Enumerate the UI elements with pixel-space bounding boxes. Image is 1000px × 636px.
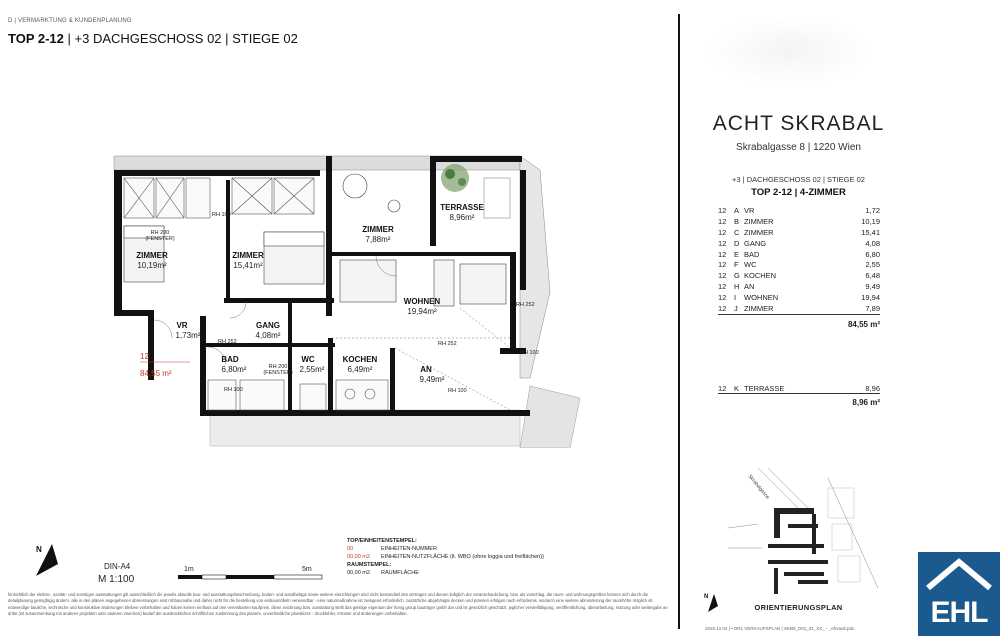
room-label-an: AN: [420, 365, 432, 374]
row-name: WOHNEN: [744, 293, 779, 303]
unit-title: TOP 2-12 | 4-ZIMMER: [751, 187, 846, 198]
row-letter: J: [734, 304, 738, 314]
height-label: (FENSTER): [263, 370, 293, 376]
row-top: 12: [718, 206, 727, 215]
row-area: 1,72: [865, 206, 880, 215]
height-label: RH 100: [224, 387, 243, 393]
room-area-zimmer-1: 10,19m²: [137, 261, 167, 270]
vertical-divider: [678, 14, 680, 629]
room-area-zimmer-3: 7,88m²: [365, 235, 391, 244]
stamp-row: [347, 545, 544, 553]
stamp-key: 00,00 m2: [347, 570, 370, 576]
room-label-terrasse: TERRASSE: [440, 203, 484, 212]
room-area-an: 9,49m²: [419, 375, 445, 384]
room-label-wohnen: WOHNEN: [403, 297, 441, 306]
row-area: 8,96: [865, 384, 880, 393]
street-name: Skrabalgasse: [746, 473, 771, 501]
wardrobe-middle: [232, 178, 314, 214]
wardrobe-left: [124, 178, 210, 218]
room-total: 84,55 m²: [847, 320, 880, 329]
floor-plan: [100, 148, 580, 448]
table-row: [718, 293, 880, 304]
project-logo-watermark: [710, 16, 870, 86]
table-row: [718, 282, 880, 293]
project-address: Skrabalgasse 8 | 1220 Wien: [736, 142, 861, 153]
row-top: 12: [718, 271, 727, 281]
outdoor-table: [718, 384, 880, 394]
unit-stamp-number: 12: [140, 352, 149, 361]
room-table: [718, 206, 880, 315]
stamp-key: 00,00 m2: [347, 554, 370, 560]
room-label-gang: GANG: [256, 321, 280, 330]
room-area-wc: 2,55m²: [299, 365, 325, 374]
small-room-furniture: [343, 174, 400, 212]
row-top: 12: [718, 304, 727, 314]
site-plan: [728, 468, 888, 598]
table-row: [718, 217, 880, 228]
heading-separator: |: [67, 31, 75, 46]
height-label: RH 200: [150, 230, 170, 236]
disclaimer-text: hinsichtlich der elektro-, sanitär- und sonstigen ausstattungen gilt ausschließlich die jeweils aktuelle bau- und ausstattungsbeschreibung. boden- und wandbeläge sowie weitere einrichtungen sind nicht bestandteil des vertrages und dienen lediglich der veranschaulichung. bzw. als vorschlag. die raum- und wohnungsgrößen können sich durch die detailplanung geringfügig ändern. alle in den plänen angegebenen abmessungen sind rohbaumaße und daher nicht für die bestellung von einbaumöbeln verwendbar - eine naturmaßnahme ist zwingend erforderlich. zusätzliche abgehängte decken und poterien erfolgen nach erfordernis. wodurch eine weitere abminderung der raumhöhe möglich ist. notwendige bauliche, technische und konstruktive änderungen bleiben vorbehalten und haben keinen einfluss auf den vereinbarten kaufpreis. diese zeichnung bzw. ausstattung stellt das geistige eigentum der honig group bauträger gmbh dar und ist gesetzlich geschützt. jeglicher vervielfältigung, veröffentlichung, überarbeitung, nutzung oder weitergabe an dritte (ist zusammenhang mit anderen projekten oder anderen zwecken) bedarf der ausdrücklichen schriftlichen zustimmung des planers. unverbindliche planskizze - druckfehler, irrtümer und änderungen vorbehalten.: [8, 592, 668, 616]
height-label: RH 252: [516, 302, 535, 308]
unit-code: TOP 2-12: [8, 31, 64, 46]
row-name: VR: [744, 206, 755, 215]
stamp-value: EINHEITEN-NUMMER: [381, 546, 437, 552]
table-row: [718, 304, 880, 315]
bath-fixtures: [208, 380, 326, 410]
row-top: 12: [718, 293, 727, 303]
row-name: BAD: [744, 249, 760, 259]
row-letter: B: [734, 216, 740, 226]
site-parcels: [828, 488, 860, 582]
row-letter: C: [734, 227, 740, 237]
scale-label: M 1:100: [98, 574, 135, 585]
project-name: ACHT SKRABAL: [712, 112, 885, 135]
room-area-terrasse: 8,96m²: [449, 213, 475, 222]
row-area: 19,94: [861, 293, 880, 303]
room-label-bad: BAD: [221, 355, 239, 364]
table-row: [718, 260, 880, 271]
row-letter: A: [734, 206, 740, 215]
north-symbol: N: [36, 545, 42, 554]
room-label-vr: VR: [176, 321, 188, 330]
stamp-row: [347, 553, 544, 561]
table-row: [718, 271, 880, 282]
height-label: RH 200: [268, 364, 288, 370]
row-area: 6,80: [865, 249, 880, 259]
row-area: 15,41: [861, 227, 880, 237]
stamp-key: 00: [347, 546, 354, 552]
table-row: [718, 239, 880, 250]
row-name: ZIMMER: [744, 227, 774, 237]
terrace-plant: [441, 164, 469, 192]
table-row: [718, 384, 880, 394]
unit-subtitle: +3 | DACHGESCHOSS 02 | STIEGE 02: [732, 175, 865, 184]
row-top: 12: [718, 282, 727, 292]
row-top: 12: [718, 227, 727, 237]
row-letter: F: [734, 260, 739, 270]
unit-heading: [8, 31, 298, 46]
bed-middle: [264, 232, 324, 284]
row-top: 12: [718, 249, 727, 259]
row-top: 12: [718, 384, 727, 393]
terrace-deck: [484, 178, 510, 218]
row-area: 4,08: [865, 238, 880, 248]
ehl-logo: [918, 552, 1000, 636]
north-arrow-icon: [32, 540, 72, 580]
row-letter: E: [734, 249, 740, 259]
site-buildings: [768, 508, 828, 594]
height-label: RH 100: [520, 350, 539, 356]
company-line: D | VERMARKTUNG & KUNDENPLANUNG: [8, 18, 132, 24]
height-label: RH 100: [212, 212, 231, 218]
row-letter: H: [734, 282, 740, 292]
lower-slab: [520, 386, 580, 448]
row-area: 7,89: [865, 304, 880, 314]
room-stamp-heading: RAUMSTEMPEL:: [347, 562, 392, 568]
paper-format: DIN-A4: [104, 562, 131, 571]
scale-5m-label: 5m: [302, 566, 312, 573]
room-label-zimmer-2: ZIMMER: [232, 251, 264, 260]
stamp-heading: TOP/EINHEITENSTEMPEL:: [347, 538, 417, 544]
outdoor-total: 8,96 m²: [852, 398, 880, 407]
room-area-wohnen: 19,94m²: [407, 307, 437, 316]
row-top: 12: [718, 260, 727, 270]
table-row: [718, 250, 880, 261]
height-label: RH 252: [218, 339, 237, 345]
stamp-legend: [347, 537, 544, 577]
table-row: [718, 206, 880, 217]
scale-1m-label: 1m: [184, 566, 194, 573]
row-area: 9,49: [865, 282, 880, 292]
stamp-value: EINHEITEN-NUTZFLÄCHE (lt. WBO (ohne loggia und freiflächen)): [381, 554, 544, 560]
unit-location: +3 DACHGESCHOSS 02 | STIEGE 02: [74, 31, 298, 46]
room-label-zimmer-1: ZIMMER: [136, 251, 168, 260]
room-label-zimmer-3: ZIMMER: [362, 225, 394, 234]
row-letter: D: [734, 238, 740, 248]
room-area-bad: 6,80m²: [221, 365, 247, 374]
row-top: 12: [718, 238, 727, 248]
row-name: TERRASSE: [744, 384, 785, 393]
row-area: 6,48: [865, 271, 880, 281]
row-name: ZIMMER: [744, 216, 774, 226]
height-label: RH 100: [448, 388, 467, 394]
row-letter: I: [734, 293, 737, 303]
orientation-plan-label: ORIENTIERUNGSPLAN: [754, 603, 843, 612]
row-top: 12: [718, 216, 727, 226]
unit-stamp-area: 84,55 m²: [140, 369, 172, 378]
row-name: KOCHEN: [744, 271, 777, 281]
room-area-zimmer-2: 15,41m²: [233, 261, 263, 270]
site-north-symbol: N: [704, 594, 709, 600]
table-row: [718, 228, 880, 239]
stamp-row: [347, 569, 544, 577]
row-letter: K: [734, 384, 740, 393]
row-name: ZIMMER: [744, 304, 774, 314]
room-area-kochen: 6,49m²: [347, 365, 373, 374]
ehl-logo-text: EHL: [930, 596, 988, 629]
row-name: GANG: [744, 238, 767, 248]
row-name: AN: [744, 282, 755, 292]
stamp-value: RAUMFLÄCHE: [381, 570, 419, 576]
row-letter: G: [734, 271, 740, 281]
height-label: (FENSTER): [145, 236, 175, 242]
room-area-gang: 4,08m²: [255, 331, 281, 340]
kitchen-counter: [336, 380, 388, 410]
room-area-vr: 1,73m²: [175, 331, 201, 340]
row-area: 10,19: [861, 216, 880, 226]
room-label-wc: WC: [301, 355, 315, 364]
row-name: WC: [744, 260, 757, 270]
house-roof-icon: [918, 552, 1000, 592]
room-label-kochen: KOCHEN: [342, 355, 378, 364]
plan-file-info: 2025.12.04 | • DR1 VERKAUFSPLAN | SKB8_D01_01_XX_ - _ehvault.pdn: [705, 626, 855, 631]
row-area: 2,55: [865, 260, 880, 270]
height-label: RH 252: [438, 341, 457, 347]
